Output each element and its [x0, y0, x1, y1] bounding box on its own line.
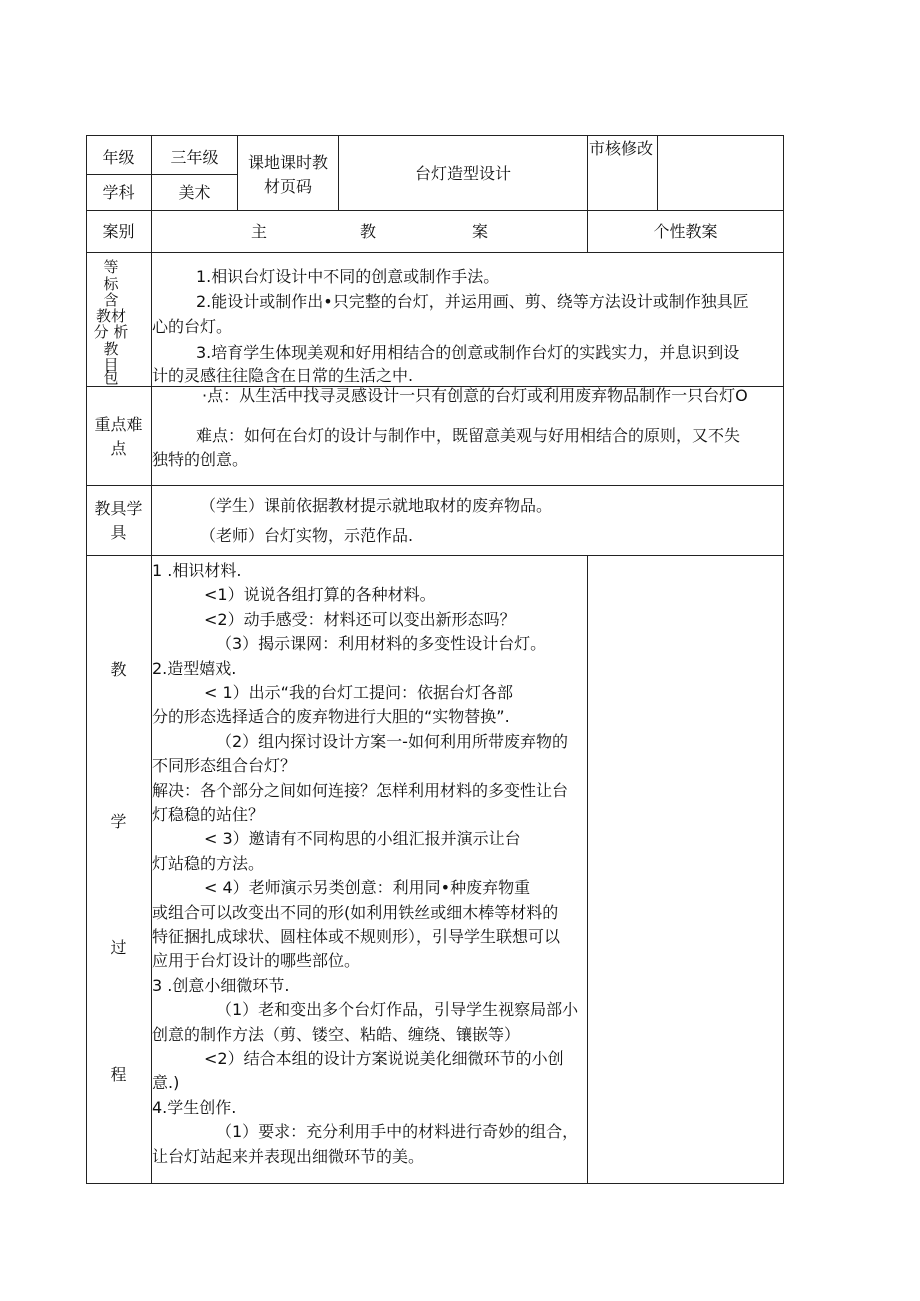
main-plan-char-2: 教: [360, 222, 377, 241]
objective-item: 计的灵感往往隐含在日常的生活之中.: [152, 366, 414, 385]
process-line: 特征捆扎成球状、圆柱体或不规则形），引导学生联想可以: [152, 927, 561, 946]
process-line: <2）动手感受：材料还可以变出新形态吗？: [204, 609, 516, 629]
process-line: 让台灯站起来并表现出细微环节的美。: [152, 1146, 425, 1166]
process-line: < 4）老师演示另类创意：利用同•种废弃物重: [204, 878, 531, 898]
process-line: 3 .创意小细微环节.: [152, 975, 290, 995]
lesson-label-line2: 材页码: [263, 177, 312, 196]
subject-label: 学科: [102, 183, 135, 202]
key-points-label-line2: 点: [110, 439, 127, 458]
process-line: 灯稳稳的站住？: [152, 805, 265, 824]
process-line: 应用于台灯设计的哪些部位。: [152, 951, 361, 971]
tools-line: （老师）台灯实物，示范作品.: [200, 526, 414, 545]
objectives-label-line: 含: [103, 291, 119, 309]
process-line: 分的形态选择适合的废弃物进行大胆的“实物替换”.: [152, 707, 510, 727]
process-personal-notes[interactable]: [590, 560, 780, 1180]
grade-value: 三年级: [170, 148, 219, 167]
key-points-label-line1: 重点难: [94, 415, 143, 434]
process-line: （2）组内探讨设计方案一-如何利用所带废弃物的: [216, 731, 568, 751]
process-line: 或组合可以改变出不同的形(如利用铁丝或细木棒等材料的: [152, 902, 559, 922]
key-point-line: ·点：从生活中找寻灵感设计一只有创意的台灯或利用废弃物品制作一只台灯O: [202, 386, 748, 405]
objectives-label-line: 等: [103, 258, 119, 276]
process-line: < 3）邀请有不同构思的小组汇报并演示让台: [204, 829, 521, 849]
key-point-line: 独特的创意。: [152, 450, 249, 469]
process-line: 灯站稳的方法。: [152, 853, 265, 873]
process-line: 创意的制作方法（剪、镂空、粘皓、缠绕、镶嵌等）: [152, 1024, 521, 1044]
process-line: （1）老和变出多个台灯作品，引导学生视察局部小: [216, 1000, 579, 1020]
process-line: 意.): [152, 1073, 180, 1093]
process-line: 解决：各个部分之间如何连接？怎样利用材料的多变性让台: [152, 780, 569, 800]
process-line: <1）说说各组打算的各种材料。: [204, 585, 436, 605]
process-line: <2）结合本组的设计方案说说美化细微环节的小创: [204, 1049, 564, 1068]
objective-item: 3.培育学生体现美观和好用相结合的创意或制作台灯的实践实力，并息识到设: [196, 343, 740, 362]
process-label-char: 学: [110, 812, 127, 831]
process-line: < 1）出示“我的台灯工提问：依据台灯各部: [204, 683, 513, 702]
tools-label-line2: 具: [110, 523, 127, 542]
process-label-char: 程: [110, 1065, 127, 1084]
objective-item: 1.相识台灯设计中不同的创意或制作手法。: [196, 267, 500, 286]
objective-item: 2.能设计或制作出•只完整的台灯，并运用画、剪、绕等方法设计或制作独具匠: [196, 292, 749, 311]
objectives-label-line: 教材: [95, 307, 126, 325]
objectives-label-line: 分 析: [93, 323, 129, 341]
tools-label-line1: 教具学: [94, 499, 143, 518]
process-line: （3）揭示课网：利用材料的多变性设计台灯。: [216, 634, 547, 654]
process-line: 2.造型嬉戏.: [152, 658, 237, 678]
review-label: 市核修改: [589, 139, 654, 158]
personal-plan-label: 个性教案: [653, 222, 718, 241]
objectives-label-line: 包: [103, 369, 119, 387]
main-plan-char-1: 主: [251, 222, 268, 241]
process-label-char: 教: [110, 660, 127, 679]
process-line: 不同形态组合台灯？: [152, 756, 297, 776]
objective-item: 心的台灯。: [152, 317, 233, 336]
grade-label: 年级: [102, 148, 135, 167]
subject-value: 美术: [178, 183, 211, 202]
tools-line: （学生）课前依据教材提示就地取材的废弃物品。: [200, 496, 553, 515]
main-plan-char-3: 案: [472, 222, 489, 241]
lesson-title: 台灯造型设计: [414, 164, 511, 183]
case-label: 案别: [102, 222, 135, 241]
process-line: 1 .相识材料.: [152, 561, 242, 580]
key-point-line: 难点：如何在台灯的设计与制作中，既留意美观与好用相结合的原则，又不失: [196, 426, 741, 445]
process-line: （1）要求：充分利用手中的材料进行奇妙的组合，: [216, 1122, 579, 1142]
process-label-char: 过: [110, 938, 127, 957]
review-value[interactable]: [660, 137, 780, 207]
objectives-label-line: 教: [103, 340, 119, 358]
objectives-label-line: 目: [103, 356, 119, 374]
process-line: 4.学生创作.: [152, 1097, 237, 1117]
lesson-label-line1: 课地课时教: [247, 153, 328, 172]
objectives-label-line: 标: [103, 275, 119, 293]
